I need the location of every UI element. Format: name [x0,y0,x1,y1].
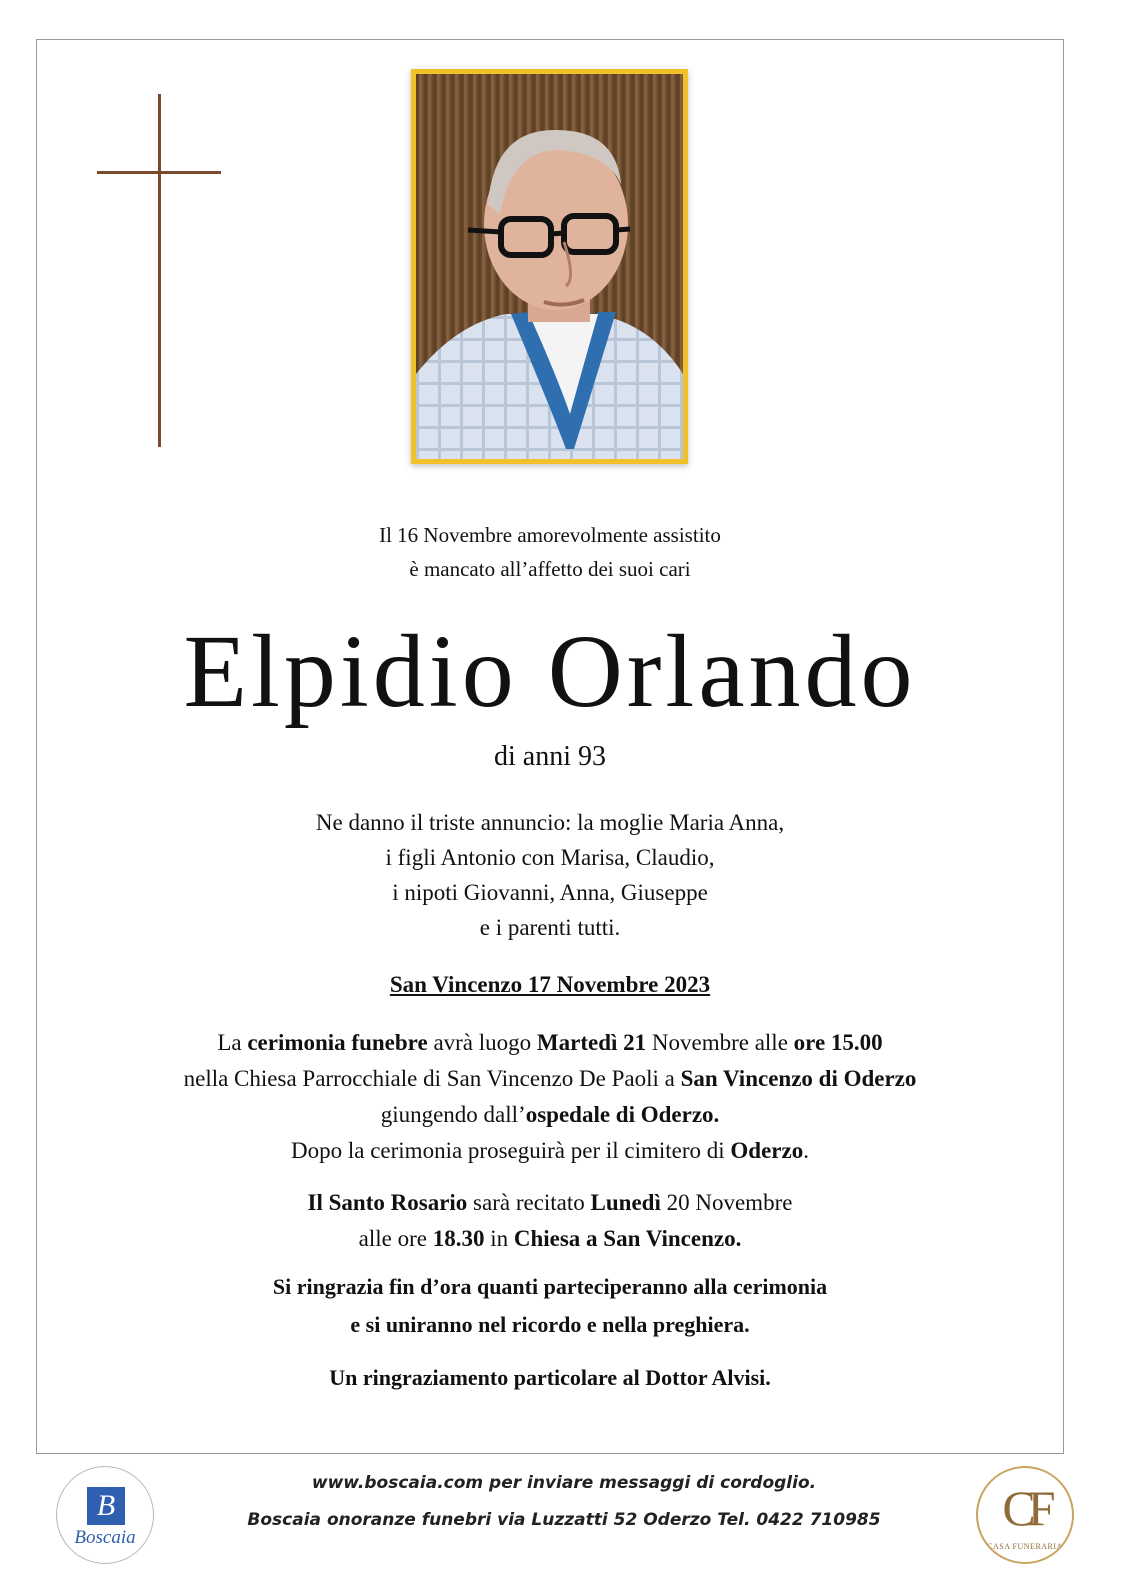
rosary-details [36,1185,1064,1257]
announcement-line: i figli Antonio con Marisa, Claudio, [385,845,715,870]
portrait-photo [411,69,688,464]
text-segment-bold: Il Santo Rosario [307,1190,468,1215]
thanks-line-2: e si uniranno nel ricordo e nella preghiera. [350,1312,750,1337]
cross-horizontal-bar [97,171,221,174]
text-segment: . [803,1138,809,1163]
announcement-line: i nipoti Giovanni, Anna, Giuseppe [392,880,708,905]
text-segment-bold: Oderzo [730,1138,804,1163]
thanks-message [36,1268,1064,1344]
portrait-illustration [416,74,683,459]
text-segment: alle ore [358,1226,433,1251]
rosary-line-2 [36,1221,1064,1257]
deceased-age: di anni 93 [494,741,606,772]
text-segment: avrà luogo [427,1030,537,1055]
casa-funeraria-monogram: CF [1002,1480,1048,1536]
intro-line-1: Il 16 Novembre amorevolmente assistito [379,523,721,547]
text-segment-bold: San Vincenzo di Oderzo [680,1066,917,1091]
announcement [36,805,1064,945]
special-thanks: Un ringraziamento particolare al Dottor Alvisi. [329,1365,771,1390]
thanks-line-1: Si ringrazia fin d’ora quanti parteciperanno alla cerimonia [272,1274,828,1299]
boscaia-wordmark: Boscaia [74,1527,136,1548]
text-segment: Dopo la cerimonia proseguirà per il cimitero di [291,1138,731,1163]
text-segment-bold: Lunedì [590,1190,661,1215]
boscaia-logo [56,1466,154,1564]
announcement-line: e i parenti tutti. [479,915,621,940]
text-segment: Novembre alle [646,1030,794,1055]
text-segment: sarà recitato [467,1190,591,1215]
ceremony-line-2 [36,1061,1064,1097]
text-segment-bold: ore 15.00 [793,1030,883,1055]
rosary-line-1 [36,1185,1064,1221]
footer-website: www.boscaia.com per inviare messaggi di cordoglio. [311,1473,817,1493]
text-segment-bold: Martedì 21 [536,1030,647,1055]
boscaia-monogram: B [87,1487,125,1525]
intro-text [36,518,1064,586]
announcement-line: Ne danno il triste annuncio: la moglie Maria Anna, [315,810,785,835]
casa-funeraria-logo [976,1466,1074,1564]
ceremony-line-4 [36,1133,1064,1169]
place-date: San Vincenzo 17 Novembre 2023 [389,972,711,997]
text-segment-bold: 18.30 [432,1226,485,1251]
ceremony-line-3 [36,1097,1064,1133]
text-segment: in [484,1226,514,1251]
ceremony-details [36,1025,1064,1169]
cross-vertical-bar [158,94,161,447]
text-segment: 20 Novembre [660,1190,793,1215]
intro-line-2: è mancato all’affetto dei suoi cari [409,557,691,581]
text-segment: nella Chiesa Parrocchiale di San Vincenzo De Paoli a [183,1066,681,1091]
text-segment: giungendo dall’ [380,1102,526,1127]
text-segment: La [217,1030,248,1055]
footer-contact: Boscaia onoranze funebri via Luzzatti 52 Oderzo Tel. 0422 710985 [247,1510,881,1530]
casa-funeraria-wordmark: CASA FUNERARIA [987,1542,1063,1551]
text-segment-bold: ospedale di Oderzo. [525,1102,720,1127]
deceased-name: Elpidio Orlando [183,614,917,729]
ceremony-line-1 [36,1025,1064,1061]
text-segment-bold: Chiesa a San Vincenzo. [513,1226,742,1251]
text-segment-bold: cerimonia funebre [247,1030,428,1055]
